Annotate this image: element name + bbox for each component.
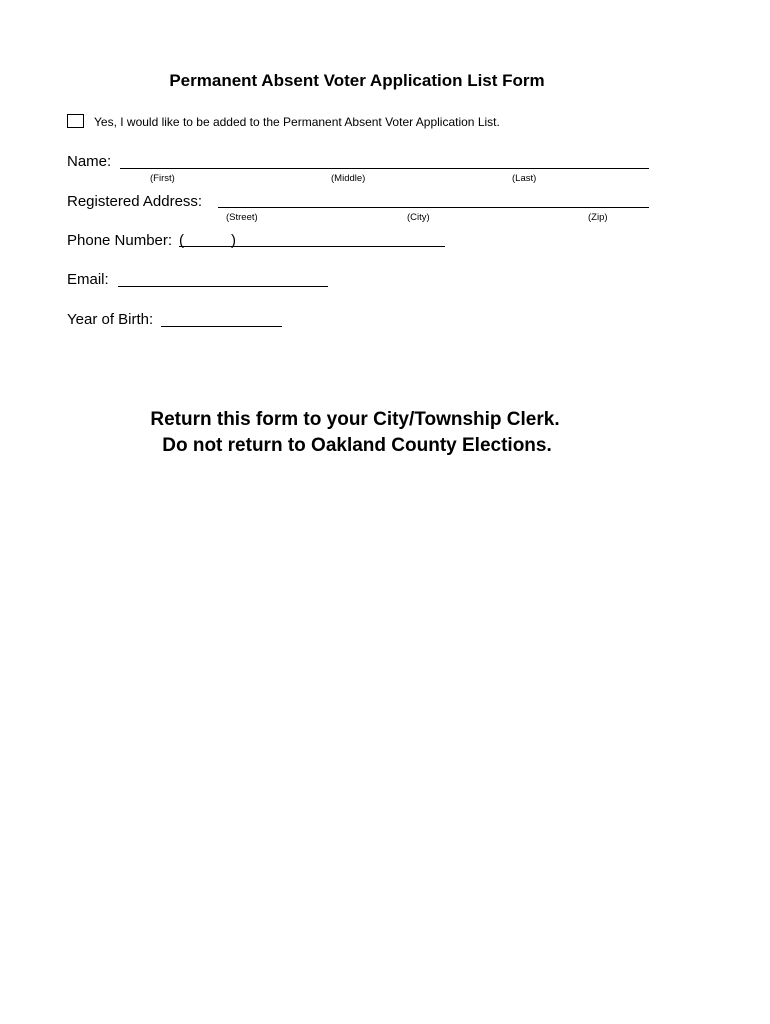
middle-sublabel: (Middle) [331,173,366,184]
city-sublabel: (City) [407,212,430,223]
phone-label: Phone Number: [67,232,173,249]
phone-close-paren: ) [231,232,236,249]
add-to-list-checkbox[interactable] [67,114,84,128]
name-field[interactable] [120,168,649,169]
birth-label: Year of Birth: [67,311,154,328]
address-field[interactable] [218,207,649,208]
address-label: Registered Address: [67,193,203,210]
first-sublabel: (First) [150,173,175,184]
notice-line-2: Do not return to Oakland County Elections. [162,435,552,456]
email-label: Email: [67,271,109,288]
birth-field[interactable] [161,326,282,327]
phone-open-paren: ( [179,232,184,249]
name-label: Name: [67,153,112,170]
last-sublabel: (Last) [512,173,537,184]
form-title: Permanent Absent Voter Application List Form [169,71,545,90]
zip-sublabel: (Zip) [588,212,608,223]
phone-field[interactable] [179,246,445,247]
street-sublabel: (Street) [226,212,258,223]
checkbox-label: Yes, I would like to be added to the Permanent Absent Voter Application List. [94,115,500,129]
notice-line-1: Return this form to your City/Township Clerk. [150,409,560,430]
email-field[interactable] [118,286,328,287]
